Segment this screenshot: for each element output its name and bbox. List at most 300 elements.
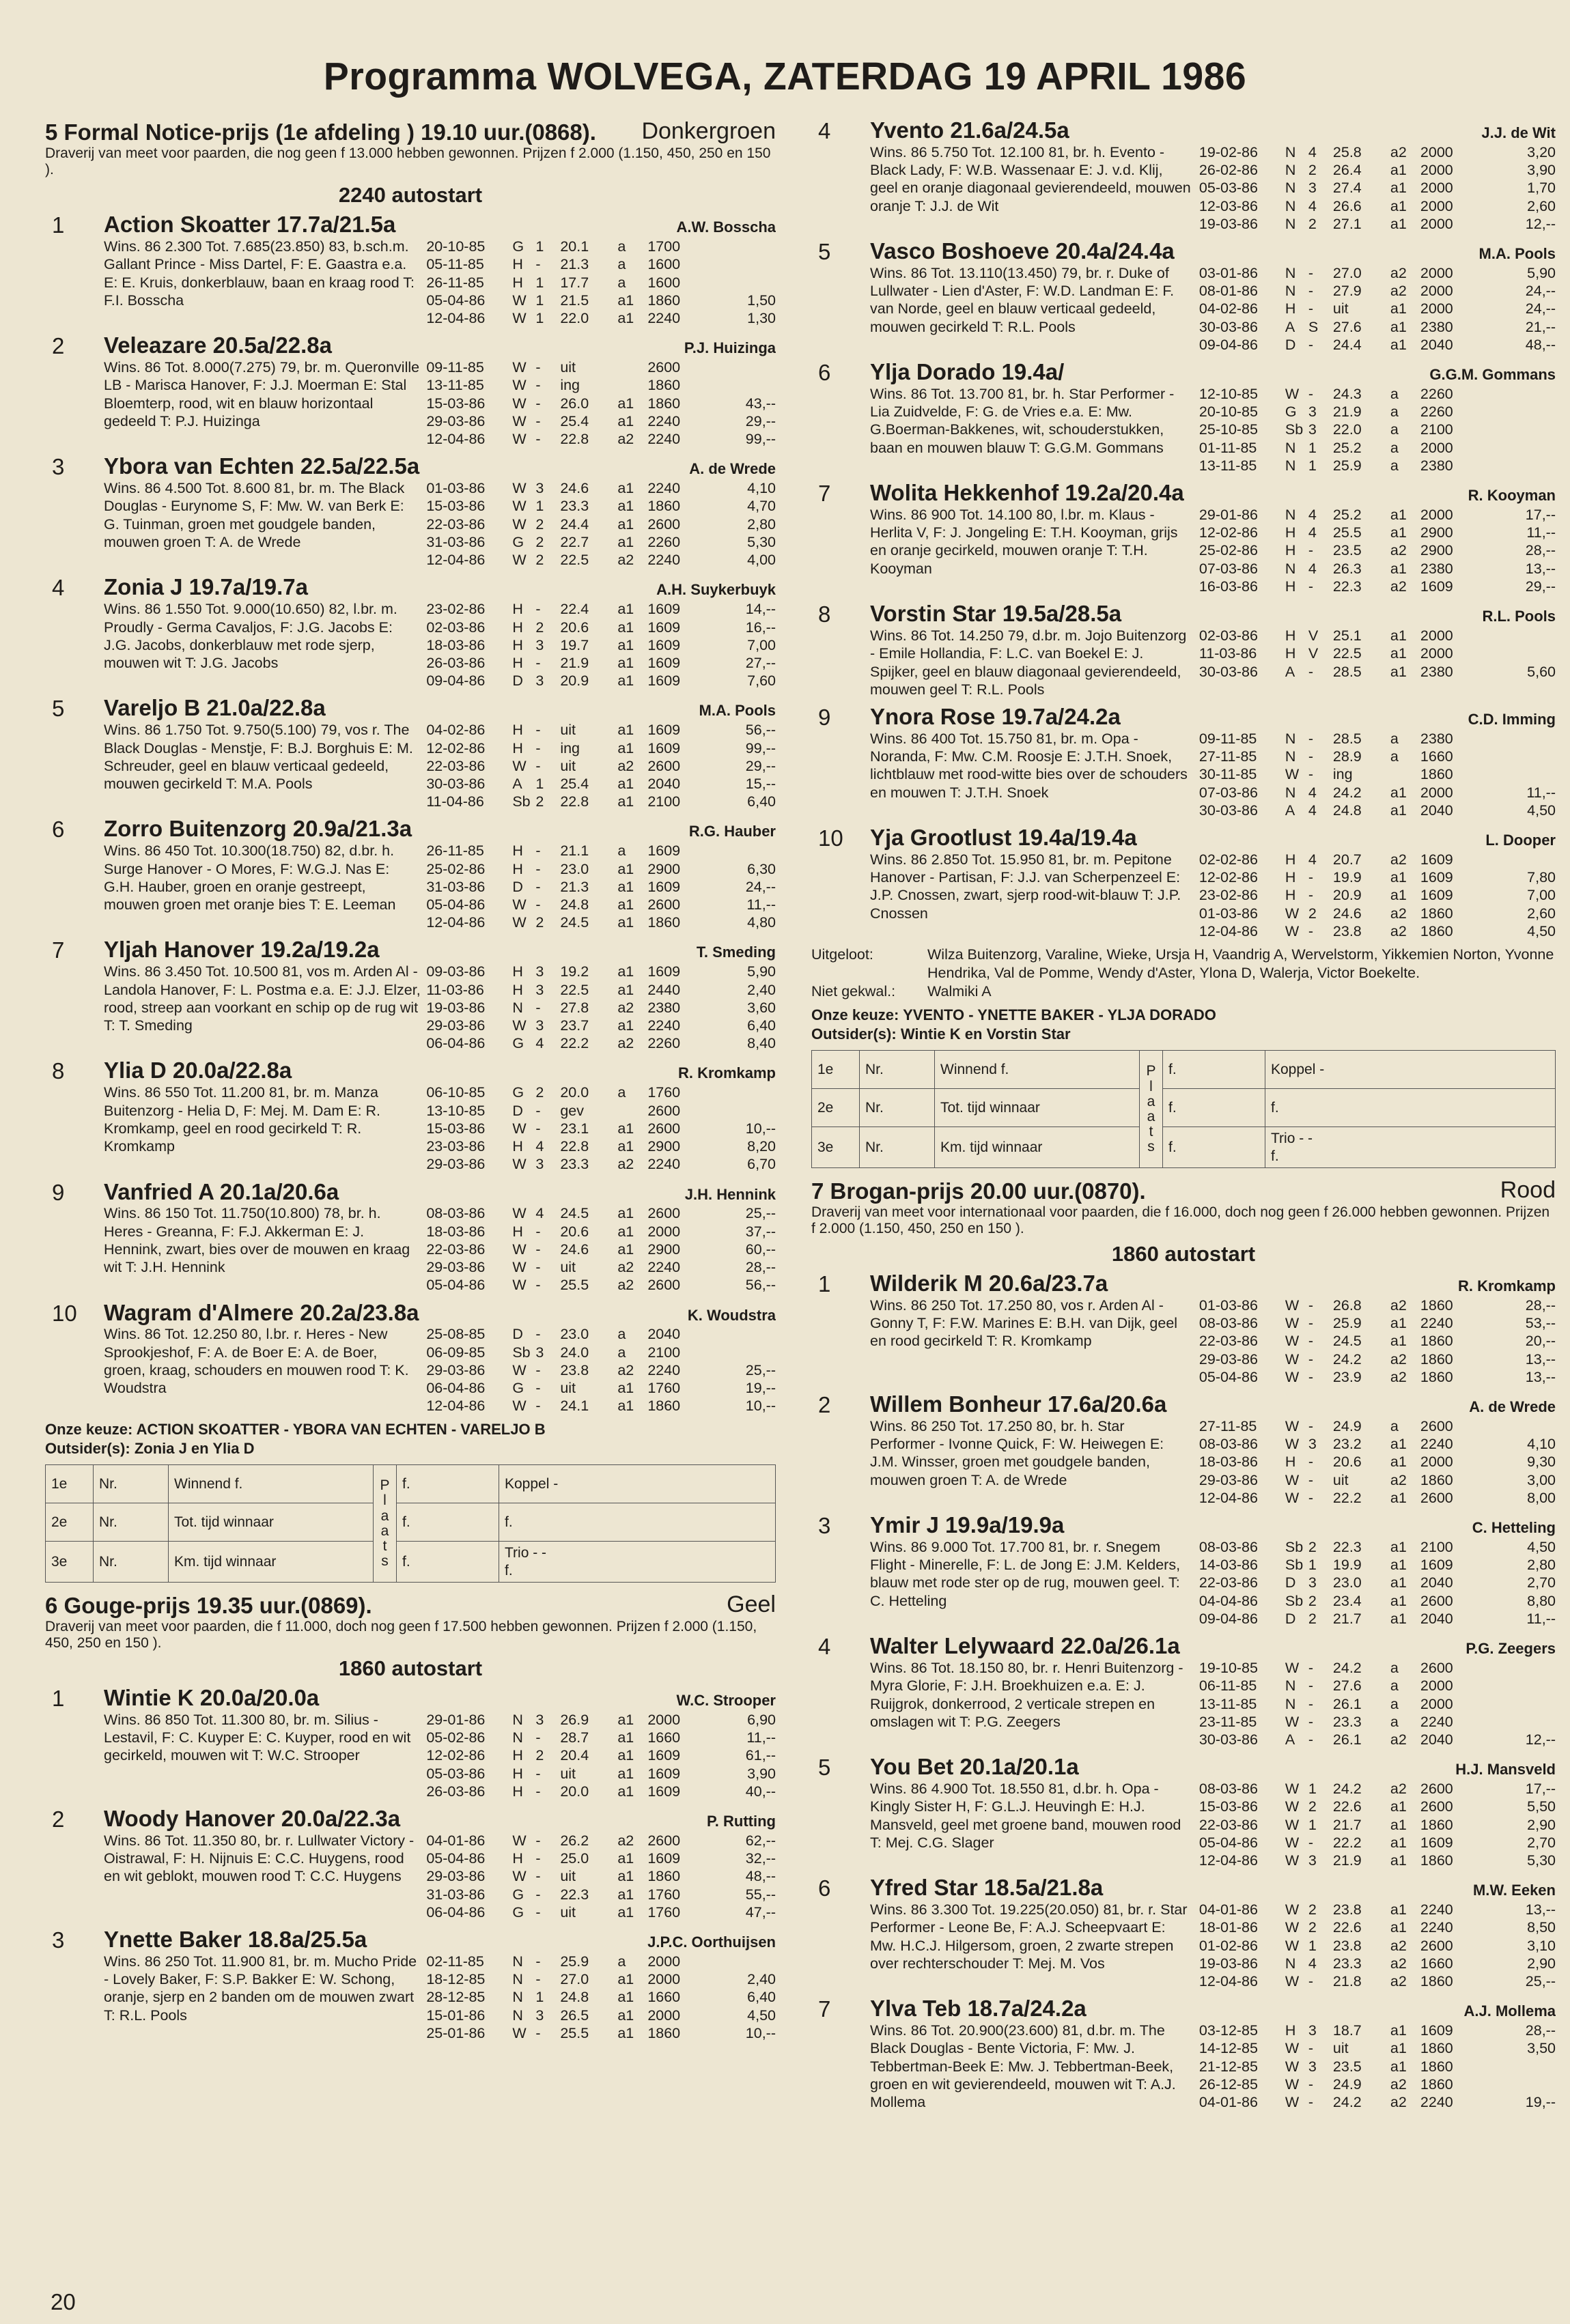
result-cell: - xyxy=(535,1241,541,1258)
result-cell: a1 xyxy=(617,1223,634,1240)
horse-entry xyxy=(811,359,1556,474)
results-list xyxy=(1199,1659,1556,1748)
result-cell: 23.2 xyxy=(1332,1436,1362,1453)
result-cell: a1 xyxy=(617,672,634,690)
result-cell: - xyxy=(1308,336,1314,353)
result-cell: 3 xyxy=(1308,1574,1317,1591)
result-row xyxy=(426,1120,776,1137)
result-cell: 10,-- xyxy=(745,1120,776,1137)
result-cell: H xyxy=(1285,851,1296,868)
trainer-name: A. de Wrede xyxy=(1469,1398,1556,1416)
result-cell: V xyxy=(1308,645,1319,662)
result-cell: 55,-- xyxy=(745,1886,776,1903)
result-cell: 31-03-86 xyxy=(426,533,486,550)
result-cell: 19,-- xyxy=(745,1380,776,1397)
result-cell: 14-12-85 xyxy=(1198,2040,1258,2057)
result-cell: 2100 xyxy=(647,1344,681,1361)
race-description: Draverij van meet voor paarden, die nog geen f 13.000 hebben gewonnen. Prijzen f 2.000 (1.150, 450, 250 en 150 ). xyxy=(45,145,771,178)
result-cell: 25-08-85 xyxy=(426,1326,486,1343)
result-cell: 17,-- xyxy=(1525,1781,1556,1798)
result-cell: 12-02-86 xyxy=(1198,869,1258,886)
result-cell: H xyxy=(512,842,523,860)
horse-header xyxy=(104,937,776,963)
trainer-name: M.A. Pools xyxy=(699,702,776,720)
bet-plaats-f: f. xyxy=(1163,1127,1265,1167)
result-cell: a2 xyxy=(1390,283,1407,300)
result-cell: 6,40 xyxy=(747,1989,776,2006)
result-cell: a1 xyxy=(617,498,634,515)
horse-name: Yfred Star 18.5a/21.8a xyxy=(870,1875,1104,1901)
result-cell: 27-11-85 xyxy=(1198,748,1257,765)
result-cell: 6,90 xyxy=(747,1711,776,1728)
result-cell: a xyxy=(617,1953,626,1970)
result-cell: 24,-- xyxy=(1525,300,1556,317)
horse-header xyxy=(870,1633,1556,1659)
result-cell: 05-04-86 xyxy=(1198,1834,1258,1851)
result-cell: 25-01-86 xyxy=(426,2024,486,2041)
result-cell: 27.1 xyxy=(1332,215,1362,232)
result-cell: Sb xyxy=(512,1344,531,1361)
result-cell: uit xyxy=(560,1868,576,1885)
result-cell: 2900 xyxy=(647,860,681,877)
result-cell: W xyxy=(1285,1471,1300,1488)
race-description: Draverij van meet voor paarden, die f 11.000, doch nog geen f 17.500 hebben gewonnen. Prijzen f 2.000 (1.150, 450, 250 en 150 ). xyxy=(45,1618,757,1651)
result-cell: a1 xyxy=(617,722,634,739)
result-cell: H xyxy=(512,1223,523,1240)
result-cell: 01-11-85 xyxy=(1198,439,1257,456)
trainer-name: C. Hetteling xyxy=(1472,1519,1556,1537)
result-cell: 3 xyxy=(535,1156,544,1173)
result-cell: 19-03-86 xyxy=(1198,1955,1258,1972)
result-cell: - xyxy=(1308,869,1314,886)
result-row xyxy=(426,376,776,394)
horse-entry xyxy=(811,117,1556,233)
result-cell: a2 xyxy=(1390,2075,1407,2093)
result-cell: 3 xyxy=(535,2007,544,2024)
result-cell: 2040 xyxy=(1420,1574,1453,1591)
result-cell: a1 xyxy=(1390,645,1407,662)
result-row xyxy=(426,1361,776,1379)
result-row xyxy=(1199,1435,1556,1453)
horse-info: Wins. 86 2.300 Tot. 7.685(23.850) 83, b.sch.m. Gallant Prince - Miss Dartel, F: E. Gaastra e.a. E: E. Kruis, donkerblauw, baan en kraag rood T: F.I. Bosscha xyxy=(104,238,415,309)
result-cell: 2600 xyxy=(647,1205,681,1222)
result-cell: Sb xyxy=(512,793,531,810)
trainer-name: A. de Wrede xyxy=(689,460,776,478)
result-cell: 29-03-86 xyxy=(426,412,486,429)
result-cell: 05-04-86 xyxy=(1198,1368,1258,1385)
result-row xyxy=(1199,282,1556,300)
trainer-name: M.A. Pools xyxy=(1478,245,1556,263)
result-cell: a1 xyxy=(1390,802,1407,819)
horse-body xyxy=(870,627,1556,698)
result-cell: 48,-- xyxy=(1525,336,1556,353)
result-cell xyxy=(1474,403,1556,421)
result-cell: 3,90 xyxy=(1527,162,1556,179)
result-row xyxy=(1199,1713,1556,1731)
result-cell: W xyxy=(512,377,527,394)
horse-header xyxy=(870,704,1556,730)
result-row xyxy=(1199,1556,1556,1574)
result-cell: a2 xyxy=(1390,1368,1407,1385)
result-cell: W xyxy=(1285,1937,1300,1954)
result-cell: a1 xyxy=(617,1398,634,1415)
result-cell: - xyxy=(535,1832,541,1849)
result-cell: W xyxy=(1285,2058,1300,2075)
horse-entry xyxy=(45,1806,776,1921)
result-cell: 4,80 xyxy=(747,914,776,931)
horse-entry xyxy=(45,1300,776,1415)
result-cell: a1 xyxy=(617,292,634,309)
horse-entry xyxy=(811,480,1556,595)
result-cell: 47,-- xyxy=(745,1903,776,1921)
result-cell: W xyxy=(1285,1834,1300,1851)
result-cell: 06-10-85 xyxy=(426,1084,486,1101)
result-cell: H xyxy=(512,963,523,980)
result-cell: 5,50 xyxy=(1527,1798,1556,1815)
result-cell: W xyxy=(1285,1315,1300,1332)
result-cell: 26.4 xyxy=(1332,162,1362,179)
result-cell: H xyxy=(512,739,523,756)
result-cell: - xyxy=(535,1783,541,1800)
horse-header xyxy=(870,1754,1556,1780)
result-row xyxy=(1199,748,1556,765)
result-cell: 24.8 xyxy=(560,896,589,913)
result-cell: 20.6 xyxy=(560,1223,589,1240)
result-cell: 03-12-85 xyxy=(1198,2022,1258,2039)
result-cell: 22.8 xyxy=(560,793,589,810)
result-row xyxy=(426,2007,776,2024)
result-cell: 1,30 xyxy=(747,310,776,327)
result-cell: - xyxy=(1308,1418,1314,1435)
result-cell: 26-11-85 xyxy=(426,842,484,860)
result-cell: 2600 xyxy=(647,1120,681,1137)
result-cell: a1 xyxy=(617,963,634,980)
result-row xyxy=(1199,421,1556,438)
result-cell: 18-01-86 xyxy=(1198,1919,1258,1936)
horse-name: Veleazare 20.5a/22.8a xyxy=(104,332,332,358)
bet-plaats-f: f. xyxy=(1163,1089,1265,1127)
result-row xyxy=(426,793,776,810)
result-cell: N xyxy=(1285,283,1296,300)
result-cell: 25.1 xyxy=(1332,627,1362,644)
result-cell: W xyxy=(512,359,527,376)
result-cell: A xyxy=(1285,1731,1295,1748)
result-cell: 1860 xyxy=(1420,905,1453,922)
result-cell: 23.9 xyxy=(1332,1368,1362,1385)
result-cell: - xyxy=(535,878,541,895)
result-cell: D xyxy=(512,672,523,690)
result-cell xyxy=(1474,644,1556,662)
horse-entry xyxy=(45,816,776,931)
results-list xyxy=(426,1832,776,1921)
result-cell: 1 xyxy=(1308,1557,1317,1574)
result-cell: a2 xyxy=(617,1259,634,1276)
trainer-name: J.P.C. Oorthuijsen xyxy=(647,1933,776,1951)
result-cell: 10,-- xyxy=(745,1398,776,1415)
horse-body xyxy=(104,1711,776,1800)
result-cell: a2 xyxy=(1390,2094,1407,2111)
result-cell: N xyxy=(512,1989,523,2006)
horse-info: Wins. 86 550 Tot. 11.200 81, br. m. Manza Buitenzorg - Helia D, F: Mej. M. Dam E: R. Kromkamp, geel en rood gecirkeld T: R. Kromkamp xyxy=(104,1084,381,1155)
result-cell: 2 xyxy=(1308,1610,1317,1627)
result-cell: a1 xyxy=(1390,663,1407,680)
result-cell: 6,40 xyxy=(747,1017,776,1034)
result-cell: 1860 xyxy=(647,914,681,931)
result-row xyxy=(1199,1816,1556,1834)
result-cell: G xyxy=(512,533,524,550)
result-cell: W xyxy=(512,1156,527,1173)
result-cell: 22.4 xyxy=(560,601,589,618)
horse-info: Wins. 86 250 Tot. 17.250 80, br. h. Star Performer - Ivonne Quick, F: W. Heiwegen E: J.M. Winsser, groen met goudgele banden, mouwen groen T: A. de Wrede xyxy=(870,1418,1164,1488)
bet-kmtijd-label: Km. tijd winnaar xyxy=(935,1127,1140,1167)
result-cell xyxy=(1474,1713,1556,1731)
horse-entry xyxy=(811,1633,1556,1748)
result-cell: N xyxy=(1285,507,1296,524)
result-row xyxy=(426,2024,776,2042)
result-cell: 12-04-86 xyxy=(426,1398,486,1415)
result-cell: 24.5 xyxy=(560,914,589,931)
horse-header xyxy=(104,1927,776,1953)
trainer-name: R.G. Hauber xyxy=(688,823,776,840)
result-cell: 2600 xyxy=(1420,1937,1453,1954)
result-cell: 08-03-86 xyxy=(1198,1781,1258,1798)
result-row xyxy=(1199,2075,1556,2093)
horse-name: Wagram d'Almere 20.2a/23.8a xyxy=(104,1299,419,1325)
result-row xyxy=(426,395,776,412)
result-cell: G xyxy=(512,1035,524,1052)
result-cell: - xyxy=(535,1903,541,1921)
result-cell: 37,-- xyxy=(745,1223,776,1240)
result-cell: N xyxy=(1285,143,1296,160)
result-cell: H xyxy=(1285,300,1296,317)
result-cell: 4 xyxy=(1308,143,1317,160)
result-cell: 5,90 xyxy=(747,963,776,980)
horse-name: Vorstin Star 19.5a/28.5a xyxy=(870,601,1122,627)
result-cell: - xyxy=(1308,766,1314,783)
result-cell xyxy=(1474,1695,1556,1713)
result-row xyxy=(426,551,776,569)
horse-info: Wins. 86 250 Tot. 11.900 81, br. m. Mucho Pride - Lovely Baker, F: S.P. Bakker E: W. Schong, oranje, sjerp en 2 banden om de mouwen zwart T: R.L. Pools xyxy=(104,1953,417,2024)
bet-place-label: 2e xyxy=(46,1503,94,1542)
horse-name: Wintie K 20.0a/20.0a xyxy=(104,1685,320,1710)
trainer-name: J.J. de Wit xyxy=(1481,124,1556,141)
result-cell: 22-03-86 xyxy=(426,515,486,533)
result-cell: a1 xyxy=(617,2024,634,2041)
horse-name: Yvento 21.6a/24.5a xyxy=(870,117,1069,143)
result-cell: a1 xyxy=(1390,1454,1407,1471)
result-cell: 05-03-86 xyxy=(426,1765,486,1782)
result-cell: a xyxy=(1390,439,1399,456)
result-cell: - xyxy=(1308,1333,1314,1350)
trainer-name: R.L. Pools xyxy=(1482,608,1556,625)
race-color: Geel xyxy=(727,1591,776,1617)
result-cell: D xyxy=(1285,336,1296,353)
horse-entry xyxy=(811,601,1556,698)
result-cell: 14,-- xyxy=(745,601,776,618)
result-cell: 1 xyxy=(535,292,544,309)
result-cell: 2100 xyxy=(1420,421,1453,438)
result-cell: 24.5 xyxy=(560,1205,589,1222)
horse-header xyxy=(104,1685,776,1711)
result-cell: a2 xyxy=(1390,1350,1407,1368)
result-row xyxy=(1199,1659,1556,1677)
result-cell: 27.4 xyxy=(1332,180,1362,197)
result-cell: a1 xyxy=(1390,336,1407,353)
result-cell: N xyxy=(1285,197,1296,214)
extra-label: Niet gekwal.: xyxy=(811,982,896,1000)
result-cell: 1660 xyxy=(647,1989,681,2006)
result-cell xyxy=(1390,765,1420,783)
result-row xyxy=(1199,403,1556,421)
result-cell: 17,-- xyxy=(1525,507,1556,524)
result-cell: 16,-- xyxy=(745,619,776,636)
result-row xyxy=(1199,1314,1556,1332)
result-cell: N xyxy=(512,1711,523,1728)
result-cell: 21.1 xyxy=(560,842,589,860)
result-cell: 22-03-86 xyxy=(426,1241,486,1258)
result-cell xyxy=(1474,439,1556,457)
result-cell: 12-04-86 xyxy=(1198,1973,1258,1990)
result-cell: a1 xyxy=(1390,1489,1407,1506)
results-list xyxy=(426,1711,776,1800)
result-cell: 28,-- xyxy=(1525,542,1556,559)
result-cell: - xyxy=(1308,578,1314,595)
result-cell: 20,-- xyxy=(1525,1333,1556,1350)
result-cell: 26.2 xyxy=(560,1832,589,1849)
result-cell: N xyxy=(1285,264,1296,281)
result-row xyxy=(426,497,776,515)
horse-name: Willem Bonheur 17.6a/20.6a xyxy=(870,1391,1167,1417)
result-cell: 26-03-86 xyxy=(426,654,486,671)
result-cell: 1700 xyxy=(647,238,681,255)
result-cell: 1609 xyxy=(647,601,681,618)
result-cell: a1 xyxy=(617,412,634,429)
result-cell: 23.4 xyxy=(1332,1592,1362,1609)
result-cell: 3 xyxy=(535,480,544,497)
result-cell: W xyxy=(1285,1852,1300,1869)
horse-header xyxy=(870,1512,1556,1538)
result-cell: 1,70 xyxy=(1527,180,1556,197)
result-cell: 12-04-86 xyxy=(426,310,486,327)
result-row xyxy=(1199,644,1556,662)
result-cell: 3,00 xyxy=(1527,1471,1556,1488)
result-row xyxy=(1199,300,1556,317)
result-cell: 1860 xyxy=(1420,2075,1453,2093)
result-cell: 4 xyxy=(1308,560,1317,577)
page-title: Programma WOLVEGA, ZATERDAG 19 APRIL 1986 xyxy=(323,55,1247,98)
result-cell: 2000 xyxy=(1420,627,1453,644)
horse-header xyxy=(104,574,776,600)
result-row xyxy=(1199,215,1556,233)
result-cell: a2 xyxy=(1390,851,1407,868)
result-cell: H xyxy=(1285,1454,1296,1471)
result-cell: 20.1 xyxy=(560,238,589,255)
result-cell: 4,70 xyxy=(747,498,776,515)
result-cell: 9,30 xyxy=(1527,1454,1556,1471)
result-cell: N xyxy=(1285,1955,1296,1972)
horse-name: Walter Lelywaard 22.0a/26.1a xyxy=(870,1633,1180,1659)
result-cell: 24.6 xyxy=(560,480,589,497)
bet-tottijd-label: Tot. tijd winnaar xyxy=(169,1503,374,1542)
horse-number: 6 xyxy=(818,1875,831,1901)
result-cell: 22.3 xyxy=(560,1886,589,1903)
result-cell: - xyxy=(535,1971,541,1988)
result-cell: - xyxy=(1308,542,1314,559)
result-cell: H xyxy=(512,256,523,273)
horse-body xyxy=(870,730,1556,819)
result-cell: 2240 xyxy=(647,1017,681,1034)
horse-entry xyxy=(811,825,1556,940)
result-cell: 11,-- xyxy=(1526,524,1556,541)
result-cell: 18.7 xyxy=(1332,2022,1362,2039)
result-cell: 1860 xyxy=(647,1398,681,1415)
result-cell: 1609 xyxy=(647,654,681,671)
result-cell: 01-03-86 xyxy=(1198,905,1258,922)
result-cell: G xyxy=(512,1886,524,1903)
result-cell: 2,70 xyxy=(1527,1574,1556,1591)
result-row xyxy=(1199,385,1556,403)
result-cell: 2240 xyxy=(647,552,681,569)
result-cell: - xyxy=(1308,1695,1314,1712)
result-cell: 12-02-86 xyxy=(426,739,486,756)
trainer-name: W.C. Strooper xyxy=(676,1692,776,1709)
result-cell xyxy=(617,1102,647,1120)
result-cell: 5,90 xyxy=(1527,264,1556,281)
result-cell: W xyxy=(1285,905,1300,922)
horse-name: Vareljo B 21.0a/22.8a xyxy=(104,695,326,721)
result-cell: 2 xyxy=(535,1747,544,1764)
result-cell: 05-03-86 xyxy=(1198,180,1258,197)
result-cell: 21.7 xyxy=(1332,1610,1362,1627)
result-cell: 23.3 xyxy=(560,1156,589,1173)
result-row xyxy=(426,999,776,1017)
result-cell: 4,50 xyxy=(1527,802,1556,819)
result-cell: 2600 xyxy=(1420,1660,1453,1677)
result-row xyxy=(1199,1798,1556,1815)
result-cell: 13,-- xyxy=(1525,1901,1556,1918)
horse-number: 5 xyxy=(52,696,65,722)
result-cell: 1609 xyxy=(1420,578,1453,595)
extra-row xyxy=(811,946,1556,982)
result-cell: 1609 xyxy=(647,1850,681,1867)
result-cell: 1860 xyxy=(1420,1333,1453,1350)
race-header xyxy=(45,1591,776,1619)
result-cell: 1 xyxy=(535,238,544,255)
result-row xyxy=(426,1711,776,1729)
result-cell: 09-11-85 xyxy=(426,359,484,376)
result-cell: 26.3 xyxy=(1332,560,1362,577)
horse-name: Ybora van Echten 22.5a/22.5a xyxy=(104,453,420,479)
result-cell: Sb xyxy=(1285,1592,1304,1609)
result-cell: 24.8 xyxy=(560,1989,589,2006)
result-cell: 24.9 xyxy=(1332,2075,1362,2093)
result-cell: 4 xyxy=(1308,802,1317,819)
result-cell: 1609 xyxy=(647,1747,681,1764)
horse-info: Wins. 86 9.000 Tot. 17.700 81, br. r. Snegem Flight - Minerelle, F: L. de Jong E: J.M. Kelders, blauw met rode ster op de rug, mouwen geel. T: C. Hetteling xyxy=(870,1539,1181,1609)
result-cell: 25-02-86 xyxy=(426,860,486,877)
horse-info: Wins. 86 Tot. 13.110(13.450) 79, br. r. Duke of Lullwater - Lien d'Aster, F: W.D. Landman E: F. van Norde, geel en blauw verticaal gedeeld, mouwen gecirkeld T: R.L. Pools xyxy=(870,264,1175,335)
result-cell: 13,-- xyxy=(1525,1350,1556,1368)
result-cell: a1 xyxy=(617,1205,634,1222)
result-cell: 2600 xyxy=(647,1102,681,1119)
horse-body xyxy=(870,1538,1556,1628)
result-cell: 5,30 xyxy=(747,533,776,550)
result-cell: 06-04-86 xyxy=(426,1035,486,1052)
result-cell: 2240 xyxy=(1420,1315,1453,1332)
horse-entry xyxy=(811,1391,1556,1507)
result-cell: 1609 xyxy=(647,739,681,756)
page-number: 20 xyxy=(51,2289,76,2314)
